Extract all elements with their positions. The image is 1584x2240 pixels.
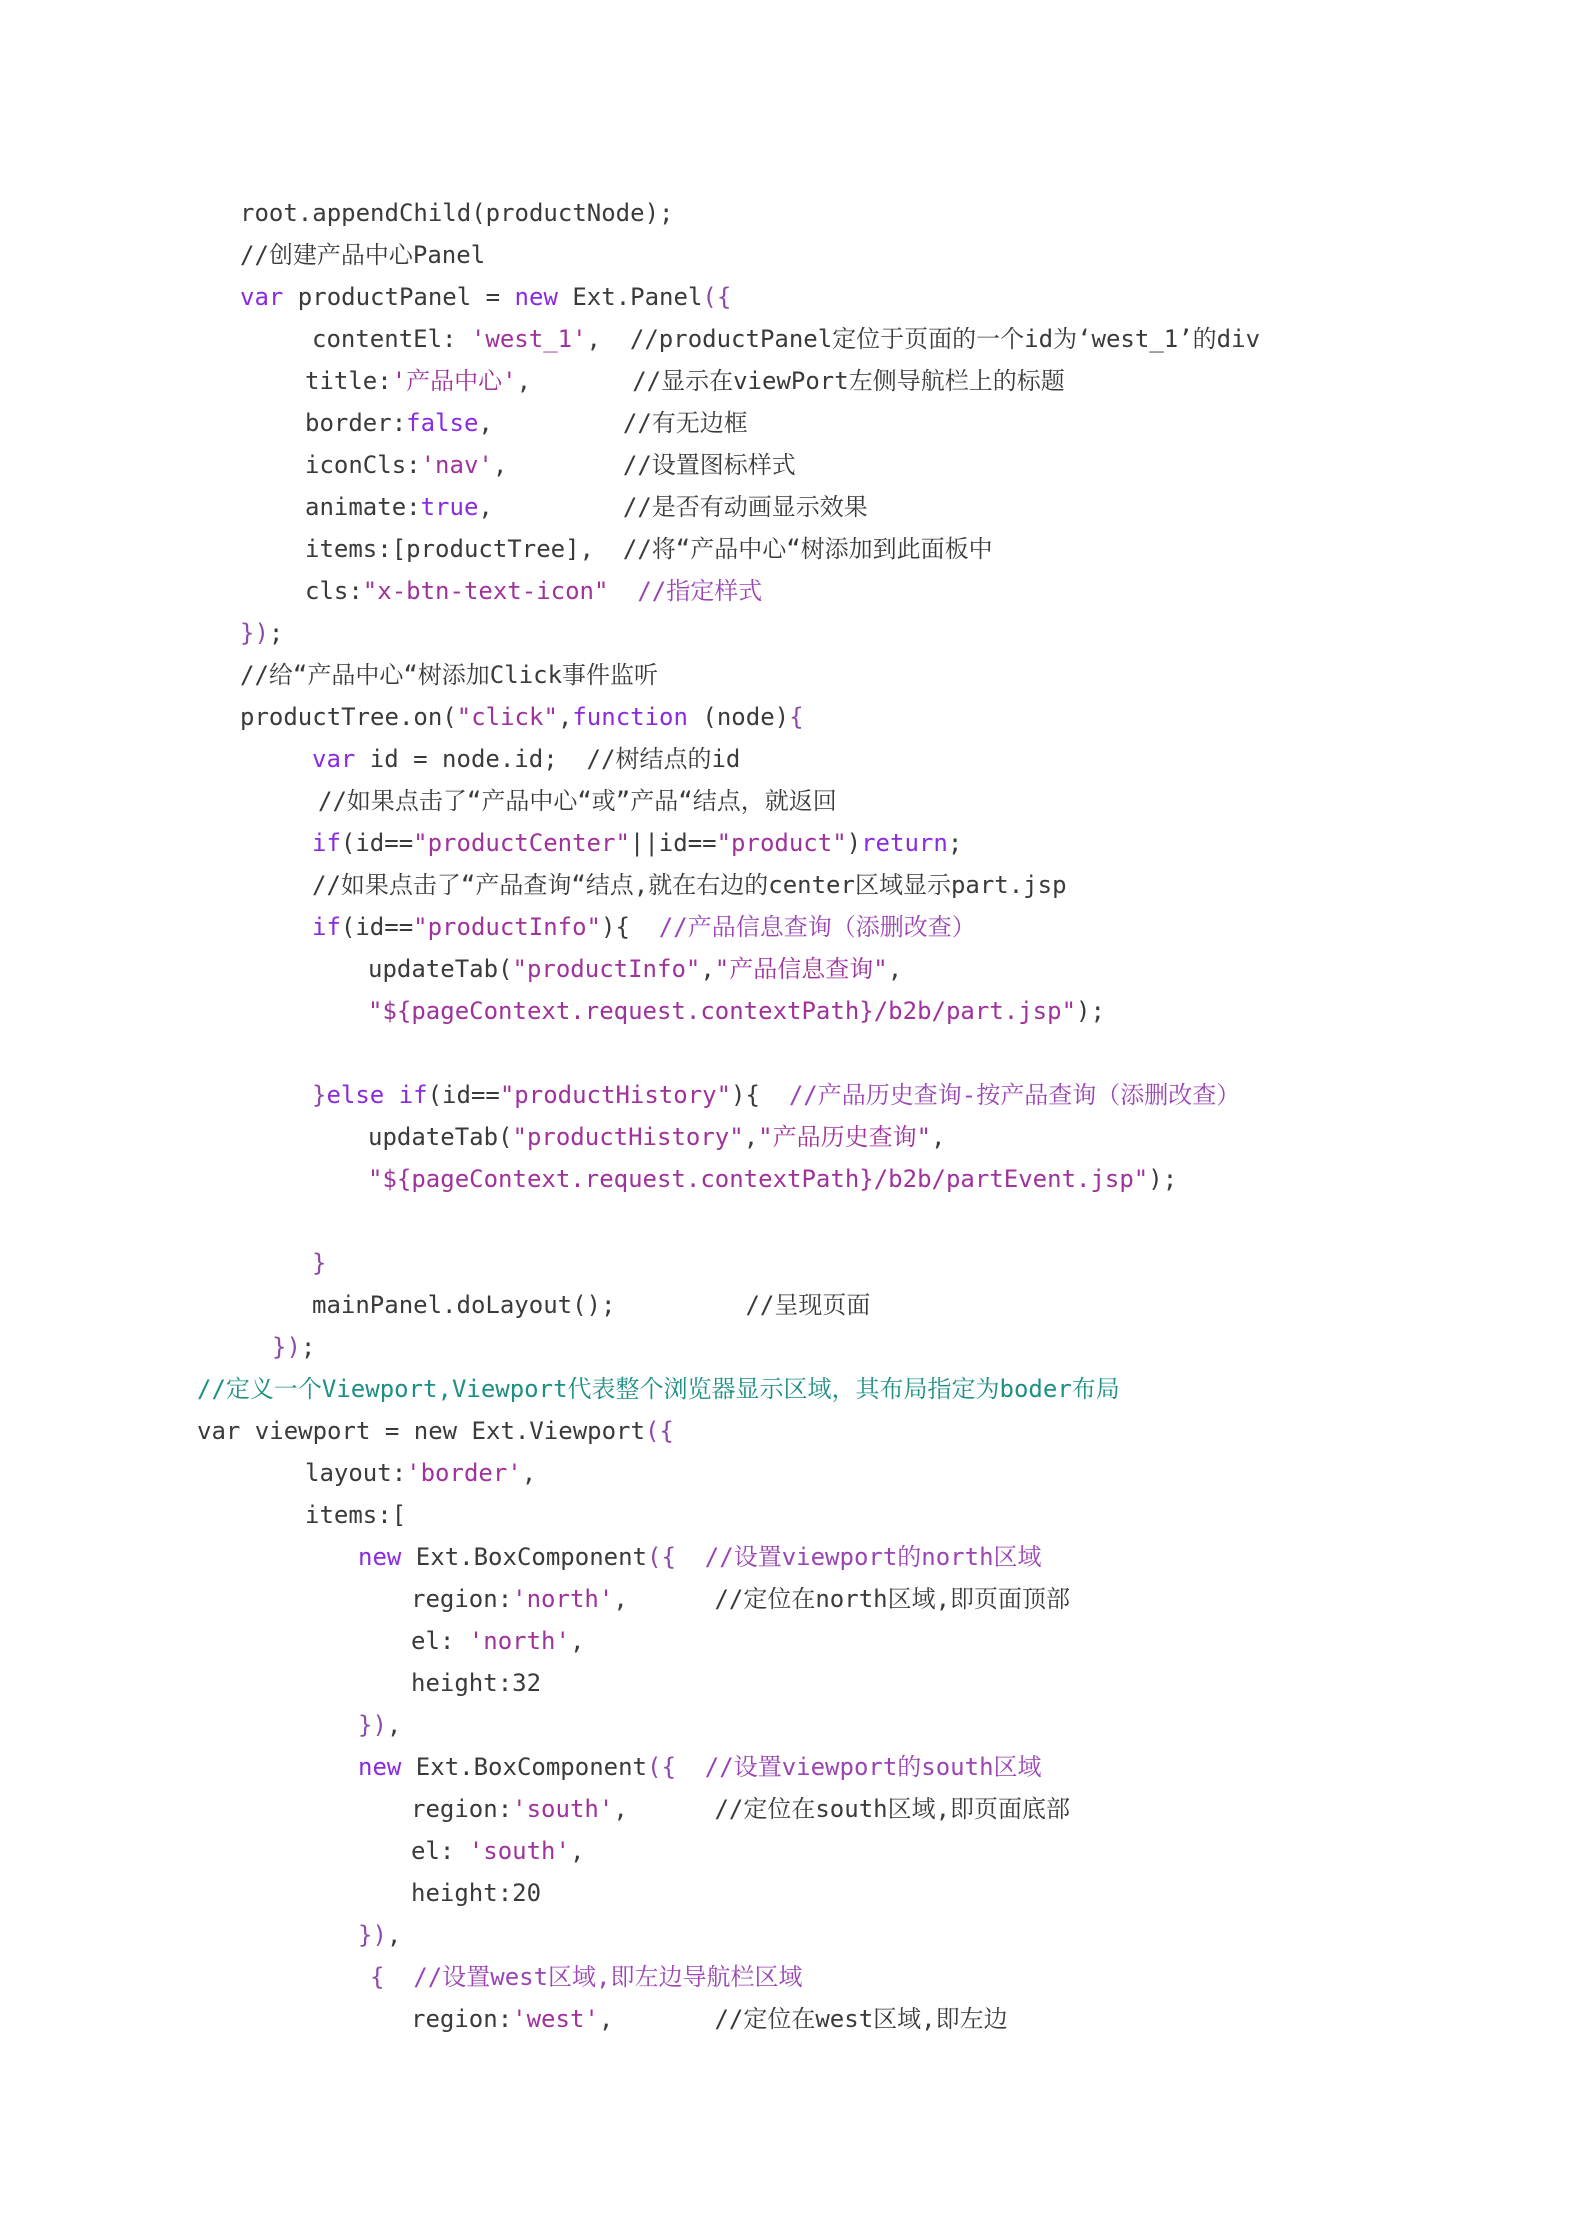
code-line <box>305 1452 536 1494</box>
code-token: , <box>743 1123 759 1151</box>
code-token: } <box>312 1081 327 1109</box>
code-token: 'south' <box>468 1837 570 1865</box>
code-token: //定义一个Viewport,Viewport代表整个浏览器显示区域，其布局指定为boder布局 <box>197 1375 1120 1403</box>
code-token: false <box>406 409 479 437</box>
code-token: } <box>312 1249 327 1277</box>
code-token: cls: <box>305 577 363 605</box>
code-token: "产品历史查询" <box>758 1123 932 1151</box>
code-token: 'nav' <box>420 451 493 479</box>
code-line <box>312 1284 870 1326</box>
code-token: true <box>420 493 479 521</box>
code-token: contentEl: <box>312 325 471 353</box>
code-token: el: <box>411 1837 469 1865</box>
code-token: , <box>569 1627 585 1655</box>
code-token: if <box>312 913 341 941</box>
code-token: new <box>413 1417 458 1445</box>
code-token: region: <box>411 1585 513 1613</box>
code-token: ); <box>1148 1165 1178 1193</box>
code-token: (id== <box>427 1081 500 1109</box>
code-line <box>411 1578 1070 1620</box>
code-token: , <box>386 1921 402 1949</box>
code-line <box>305 486 868 528</box>
code-token: ; <box>300 1333 316 1361</box>
code-line <box>358 1914 401 1956</box>
code-token: return <box>861 829 948 857</box>
code-token: else <box>326 1081 385 1109</box>
code-token: , //显示在viewPort左侧导航栏上的标题 <box>516 367 1065 395</box>
code-token: items:[productTree], //将“产品中心“树添加到此面板中 <box>305 535 993 563</box>
code-line <box>411 1662 541 1704</box>
code-line <box>305 360 1065 402</box>
code-token: productTree.on( <box>240 703 457 731</box>
code-token <box>384 1081 398 1109</box>
code-token: Ext.BoxComponent <box>401 1753 647 1781</box>
code-token: , <box>700 955 715 983</box>
code-token: { <box>370 1963 414 1991</box>
code-token: //设置viewport的south区域 <box>704 1753 1042 1781</box>
code-token: updateTab( <box>368 1123 513 1151</box>
code-token: var <box>312 745 356 773</box>
code-token: var <box>240 283 284 311</box>
code-token: ||id== <box>629 829 717 857</box>
code-token: items:[ <box>305 1501 407 1529</box>
code-token: new <box>514 283 558 311</box>
code-token: //指定样式 <box>608 577 763 605</box>
code-token: updateTab( <box>368 955 513 983</box>
code-token: 'west_1' <box>470 325 587 353</box>
code-line <box>358 1536 1042 1578</box>
code-token: //创建产品中心Panel <box>240 241 486 269</box>
code-line <box>411 1998 1008 2040</box>
code-token: if <box>312 829 341 857</box>
code-line <box>240 192 673 234</box>
code-token: "产品信息查询" <box>714 955 888 983</box>
code-token: { <box>789 703 804 731</box>
code-line <box>305 1494 406 1536</box>
code-token: region: <box>411 1795 513 1823</box>
code-token: (id== <box>340 829 414 857</box>
code-token: //设置viewport的north区域 <box>704 1543 1042 1571</box>
code-line <box>240 234 485 276</box>
code-token: "productHistory" <box>512 1123 744 1151</box>
code-line <box>197 1410 674 1452</box>
code-line <box>240 654 658 696</box>
code-token: ){ <box>601 913 659 941</box>
code-line <box>411 1788 1070 1830</box>
code-line <box>272 1326 315 1368</box>
code-token: , <box>386 1711 402 1739</box>
code-line <box>312 738 740 780</box>
code-token: productPanel = <box>283 283 515 311</box>
code-line <box>312 318 1260 360</box>
code-token: }) <box>358 1711 387 1739</box>
code-token: 'border' <box>406 1459 522 1487</box>
code-token: region: <box>411 2005 513 2033</box>
code-line <box>305 402 748 444</box>
code-line <box>368 990 1105 1032</box>
code-line <box>312 906 976 948</box>
code-token: new <box>358 1543 402 1571</box>
code-token: Ext.Panel <box>557 283 703 311</box>
code-line <box>312 864 1067 906</box>
code-token: height:20 <box>411 1879 542 1907</box>
code-token: "productCenter" <box>413 829 630 857</box>
code-line <box>370 1956 803 1998</box>
code-token: iconCls: <box>305 451 421 479</box>
code-token: , <box>887 955 903 983</box>
code-token: //如果点击了“产品查询“结点,就在右边的center区域显示part.jsp <box>312 871 1067 899</box>
code-token: //设置west区域,即左边导航栏区域 <box>413 1963 803 1991</box>
code-token: ; <box>947 829 963 857</box>
code-token: , //定位在north区域,即页面顶部 <box>613 1585 1071 1613</box>
code-token: layout: <box>305 1459 407 1487</box>
code-line <box>240 612 283 654</box>
code-line <box>197 1368 1120 1410</box>
code-token: id = node.id; //树结点的id <box>355 745 741 773</box>
code-token: , //定位在west区域,即左边 <box>598 2005 1008 2033</box>
code-token: border: <box>305 409 407 437</box>
code-token: el: <box>411 1627 469 1655</box>
code-line <box>411 1620 584 1662</box>
code-line <box>411 1872 541 1914</box>
code-token: }) <box>240 619 269 647</box>
code-token: //给“产品中心“树添加Click事件监听 <box>240 661 659 689</box>
code-token: ({ <box>647 1543 705 1571</box>
code-token: , //定位在south区域,即页面底部 <box>613 1795 1071 1823</box>
code-line <box>358 1746 1042 1788</box>
code-token: ){ <box>731 1081 789 1109</box>
code-token: (node) <box>687 703 790 731</box>
code-token: new <box>358 1753 402 1781</box>
code-token: "${pageContext.request.contextPath}/b2b/part.jsp" <box>368 997 1077 1025</box>
code-token: //产品历史查询-按产品查询（添删改查） <box>788 1081 1241 1109</box>
code-token: ); <box>1076 997 1105 1025</box>
code-line <box>368 1116 946 1158</box>
code-token: "product" <box>716 829 847 857</box>
code-token: "${pageContext.request.contextPath}/b2b/partEvent.jsp" <box>368 1165 1149 1193</box>
code-token: }) <box>358 1921 387 1949</box>
code-token: , <box>521 1459 537 1487</box>
code-line <box>305 528 993 570</box>
code-line <box>312 1074 1240 1116</box>
code-token: 'south' <box>512 1795 614 1823</box>
code-token: ({ <box>647 1753 705 1781</box>
code-line <box>305 444 796 486</box>
code-token: 'west' <box>512 2005 599 2033</box>
code-line <box>312 1242 326 1284</box>
code-token: animate: <box>305 493 421 521</box>
code-token: height:32 <box>411 1669 542 1697</box>
code-token: , //有无边框 <box>478 409 748 437</box>
code-token: (id== <box>340 913 414 941</box>
code-token: 'north' <box>512 1585 614 1613</box>
code-token: 'north' <box>468 1627 570 1655</box>
code-token: "productInfo" <box>512 955 701 983</box>
code-token: Ext.Viewport <box>457 1417 645 1445</box>
code-line <box>368 1158 1177 1200</box>
code-token: ({ <box>644 1417 674 1445</box>
code-token: "click" <box>456 703 558 731</box>
code-token: //如果点击了“产品中心“或”产品“结点，就返回 <box>318 787 837 815</box>
code-token: , <box>557 703 573 731</box>
code-line <box>358 1704 401 1746</box>
code-token: function <box>572 703 688 731</box>
code-line <box>318 780 837 822</box>
code-token: var viewport = <box>197 1417 414 1445</box>
code-line <box>240 276 731 318</box>
code-token: Ext.BoxComponent <box>401 1543 647 1571</box>
code-token: , //productPanel定位于页面的一个id为‘west_1’的div <box>586 325 1261 353</box>
code-line <box>240 696 804 738</box>
code-token: "productInfo" <box>413 913 601 941</box>
code-token: ) <box>846 829 862 857</box>
code-token: if <box>398 1081 428 1109</box>
code-line <box>305 570 762 612</box>
code-line <box>368 948 902 990</box>
code-token: , <box>931 1123 946 1151</box>
code-token: root.appendChild(productNode); <box>240 199 674 227</box>
code-token: mainPanel.doLayout(); //呈现页面 <box>312 1291 871 1319</box>
code-token: //产品信息查询（添删改查） <box>658 913 976 941</box>
code-token: , //设置图标样式 <box>492 451 796 479</box>
code-token: ; <box>268 619 284 647</box>
code-token: }) <box>272 1333 301 1361</box>
code-token: "x-btn-text-icon" <box>362 577 609 605</box>
code-line <box>312 822 962 864</box>
code-token: "productHistory" <box>499 1081 732 1109</box>
code-line <box>411 1830 584 1872</box>
code-token: , <box>569 1837 585 1865</box>
code-token: '产品中心' <box>391 367 517 395</box>
code-token: title: <box>305 367 392 395</box>
code-token: ({ <box>702 283 732 311</box>
code-token: , //是否有动画显示效果 <box>478 493 868 521</box>
